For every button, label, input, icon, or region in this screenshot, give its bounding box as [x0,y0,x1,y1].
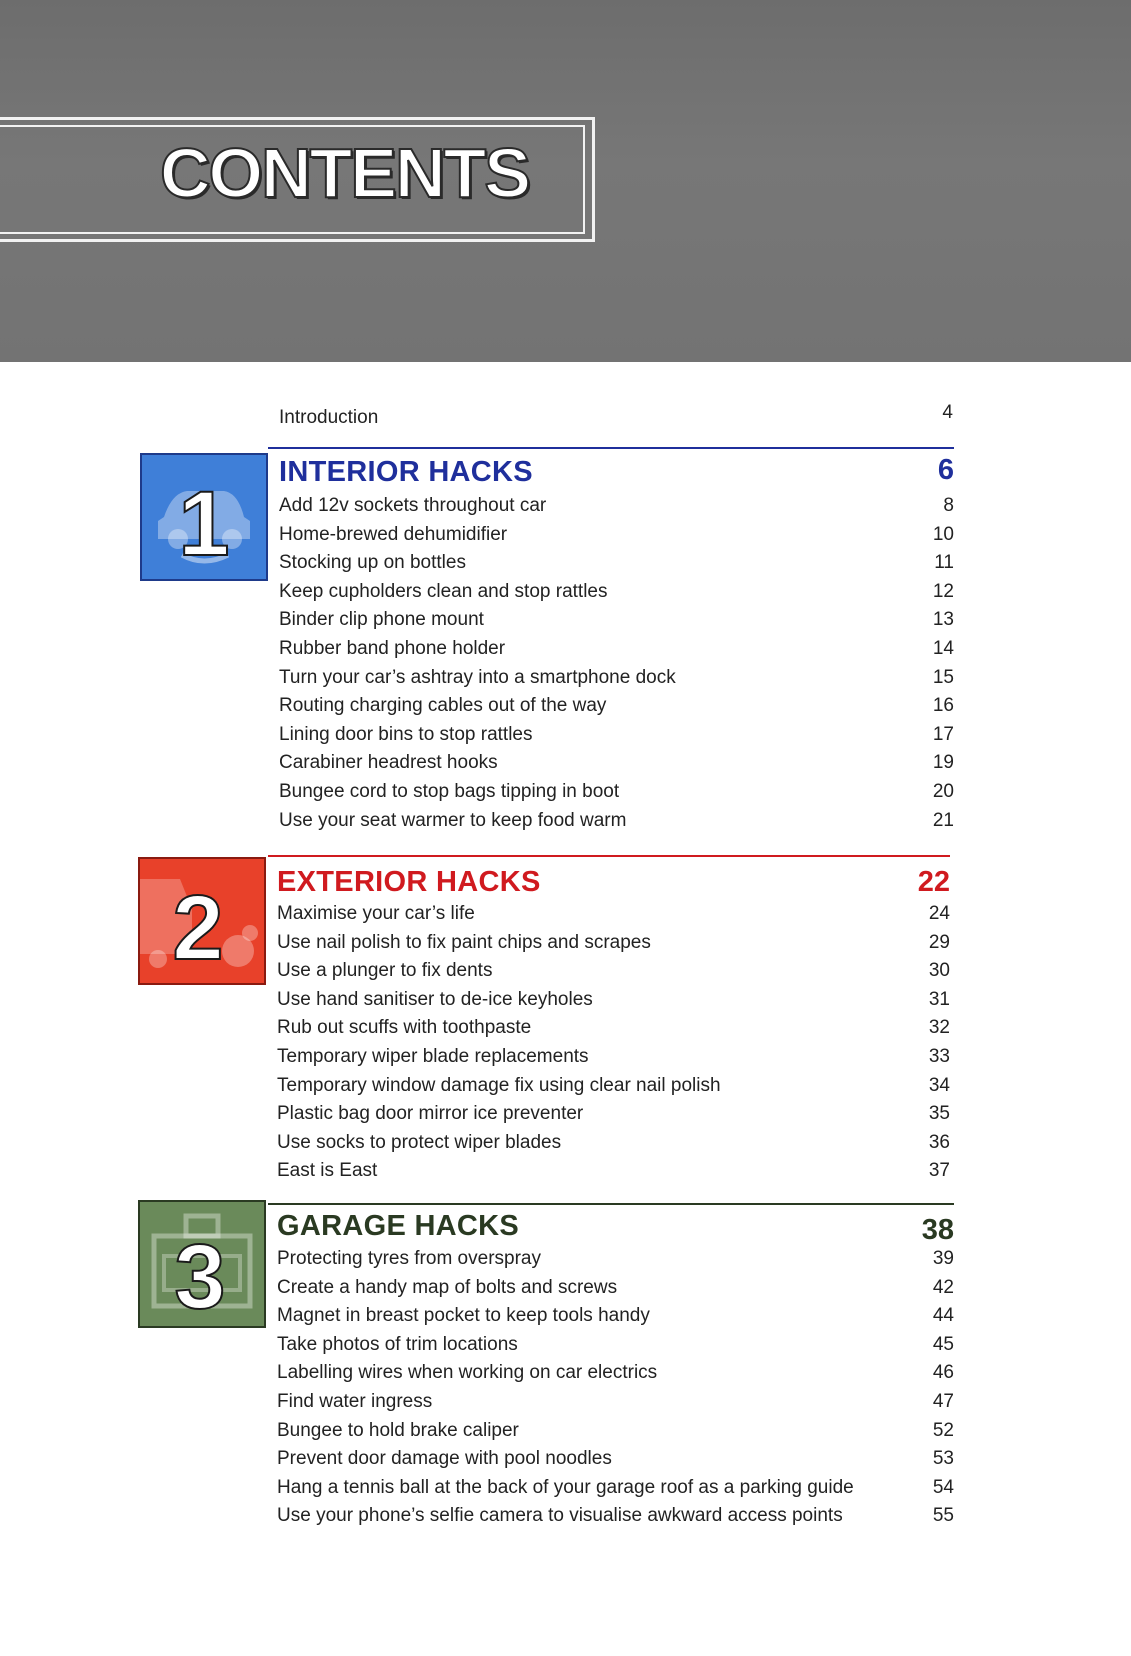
section-rule [268,1203,954,1205]
entry-page-number: 47 [932,1390,954,1412]
entry-page-number: 39 [932,1248,954,1269]
section-title[interactable]: EXTERIOR HACKS [277,866,541,898]
section-number: 2 [172,877,224,979]
page-title: CONTENTS [160,134,529,212]
entry-page-number: 52 [932,1419,954,1441]
header-band [0,0,1131,362]
section-icon-box [138,1200,266,1328]
entry-page-number: 29 [928,931,950,953]
section-rule [268,855,950,857]
section-page-number: 22 [917,866,950,898]
toc-entry[interactable] [277,1277,954,1306]
section-page-number: 6 [937,454,954,486]
entry-label: Temporary wiper blade replacements [277,1045,589,1067]
toc-entry[interactable] [279,609,954,638]
entry-page-number: 33 [928,1045,950,1067]
toc-entry[interactable] [277,1334,954,1363]
entry-label: Use your seat warmer to keep food warm [279,809,627,831]
entry-page-number: 44 [932,1305,954,1327]
toc-entry[interactable] [279,552,954,581]
toc-entry[interactable] [277,989,950,1018]
entry-label: Lining door bins to stop rattles [279,723,533,745]
entry-label: Routing charging cables out of the way [279,695,607,717]
toc-entry[interactable] [279,524,954,553]
entry-label: Use nail polish to fix paint chips and scrapes [277,931,651,953]
entry-label: Keep cupholders clean and stop rattles [279,580,608,602]
entry-page-number: 31 [928,988,950,1010]
entry-label: Plastic bag door mirror ice preventer [277,1103,584,1125]
toc-entry[interactable] [277,903,950,932]
entry-page-number: 24 [928,903,950,924]
entry-label: Magnet in breast pocket to keep tools handy [277,1305,650,1327]
toc-entry[interactable] [277,1103,950,1132]
section-number: 1 [178,473,230,575]
section-rule [268,447,954,449]
toc-entry[interactable] [279,724,954,753]
entry-page-number: 15 [932,666,954,688]
entry-label: Use hand sanitiser to de-ice keyholes [277,988,593,1010]
toc-entry[interactable] [277,1248,954,1277]
section-icon-box [138,857,266,985]
entry-page-number: 13 [932,609,954,631]
entry-page-number: 10 [932,523,954,545]
toc-entry[interactable] [277,1075,950,1104]
entry-page-number: 35 [928,1103,950,1125]
entry-page-number: 14 [932,637,954,659]
toc-entry[interactable] [279,752,954,781]
entry-page-number: 17 [932,723,954,745]
entry-page-number: 54 [932,1476,954,1498]
entry-label: Bungee to hold brake caliper [277,1419,519,1441]
toc-entry[interactable] [277,1132,950,1161]
entry-label: Hang a tennis ball at the back of your garage roof as a parking guide [277,1476,854,1498]
toc-entry[interactable] [277,1305,954,1334]
section-page-number: 38 [921,1214,954,1246]
intro-entry[interactable] [279,402,953,433]
entry-label: Take photos of trim locations [277,1333,518,1355]
section-title[interactable]: INTERIOR HACKS [279,456,533,488]
entry-page-number: 21 [932,809,954,831]
car-wash-icon [140,859,264,983]
entry-label: Bungee cord to stop bags tipping in boot [279,780,620,802]
entry-page-number: 8 [943,495,954,516]
section-icon-box [140,453,268,581]
section-number: 3 [174,1226,226,1326]
car-icon [142,455,266,579]
toc-entry[interactable] [279,638,954,667]
entry-label: Rubber band phone holder [279,637,506,659]
entry-label: Labelling wires when working on car electrics [277,1362,658,1384]
entry-label: Rub out scuffs with toothpaste [277,1017,532,1039]
entry-label: Use your phone’s selfie camera to visualise awkward access points [277,1505,843,1527]
toc-entry[interactable] [279,495,954,524]
entry-label: Protecting tyres from overspray [277,1248,541,1269]
entry-page-number: 11 [934,552,954,574]
intro-label: Introduction [279,407,379,428]
entry-label: East is East [277,1160,378,1182]
entry-label: Home-brewed dehumidifier [279,523,508,545]
toc-entry[interactable] [279,695,954,724]
entry-page-number: 55 [932,1505,954,1527]
entry-page-number: 46 [932,1362,954,1384]
toc-entry[interactable] [277,1420,954,1449]
entry-page-number: 36 [928,1131,950,1153]
entry-label: Carabiner headrest hooks [279,752,498,774]
entry-page-number: 53 [932,1448,954,1470]
entry-label: Add 12v sockets throughout car [279,495,547,516]
entry-page-number: 42 [932,1276,954,1298]
toc-entry[interactable] [279,581,954,610]
entry-label: Find water ingress [277,1390,433,1412]
toc-entry[interactable] [277,932,950,961]
entry-label: Create a handy map of bolts and screws [277,1276,618,1298]
entry-list [277,1248,954,1534]
toc-entry[interactable] [277,1362,954,1391]
toc-entry[interactable] [277,1391,954,1420]
toc-entry[interactable] [277,1448,954,1477]
garage-icon [140,1202,264,1326]
toc-entry[interactable] [277,960,950,989]
entry-page-number: 37 [928,1160,950,1182]
toc-entry[interactable] [277,1160,950,1189]
entry-page-number: 12 [932,580,954,602]
entry-page-number: 32 [928,1017,950,1039]
entry-label: Use socks to protect wiper blades [277,1131,562,1153]
entry-label: Temporary window damage fix using clear nail polish [277,1074,721,1096]
entry-list [277,903,950,1189]
entry-page-number: 34 [928,1074,950,1096]
entry-label: Turn your car’s ashtray into a smartphone dock [279,666,676,688]
entry-page-number: 45 [932,1333,954,1355]
entry-page-number: 30 [928,960,950,982]
toc-entry[interactable] [277,1477,954,1506]
entry-label: Binder clip phone mount [279,609,484,631]
entry-label: Stocking up on bottles [279,552,466,574]
entry-label: Use a plunger to fix dents [277,960,493,982]
intro-page-number: 4 [942,402,953,423]
toc-entry[interactable] [277,1017,950,1046]
toc-entry[interactable] [279,667,954,696]
entry-list [279,495,954,838]
entry-label: Prevent door damage with pool noodles [277,1448,612,1470]
entry-page-number: 16 [932,695,954,717]
toc-entry[interactable] [277,1505,954,1534]
section-title[interactable]: GARAGE HACKS [277,1210,520,1242]
toc-entry[interactable] [279,781,954,810]
toc-entry[interactable] [279,810,954,839]
toc-entry[interactable] [277,1046,950,1075]
entry-label: Maximise your car’s life [277,903,475,924]
entry-page-number: 19 [932,752,954,774]
entry-page-number: 20 [932,780,954,802]
